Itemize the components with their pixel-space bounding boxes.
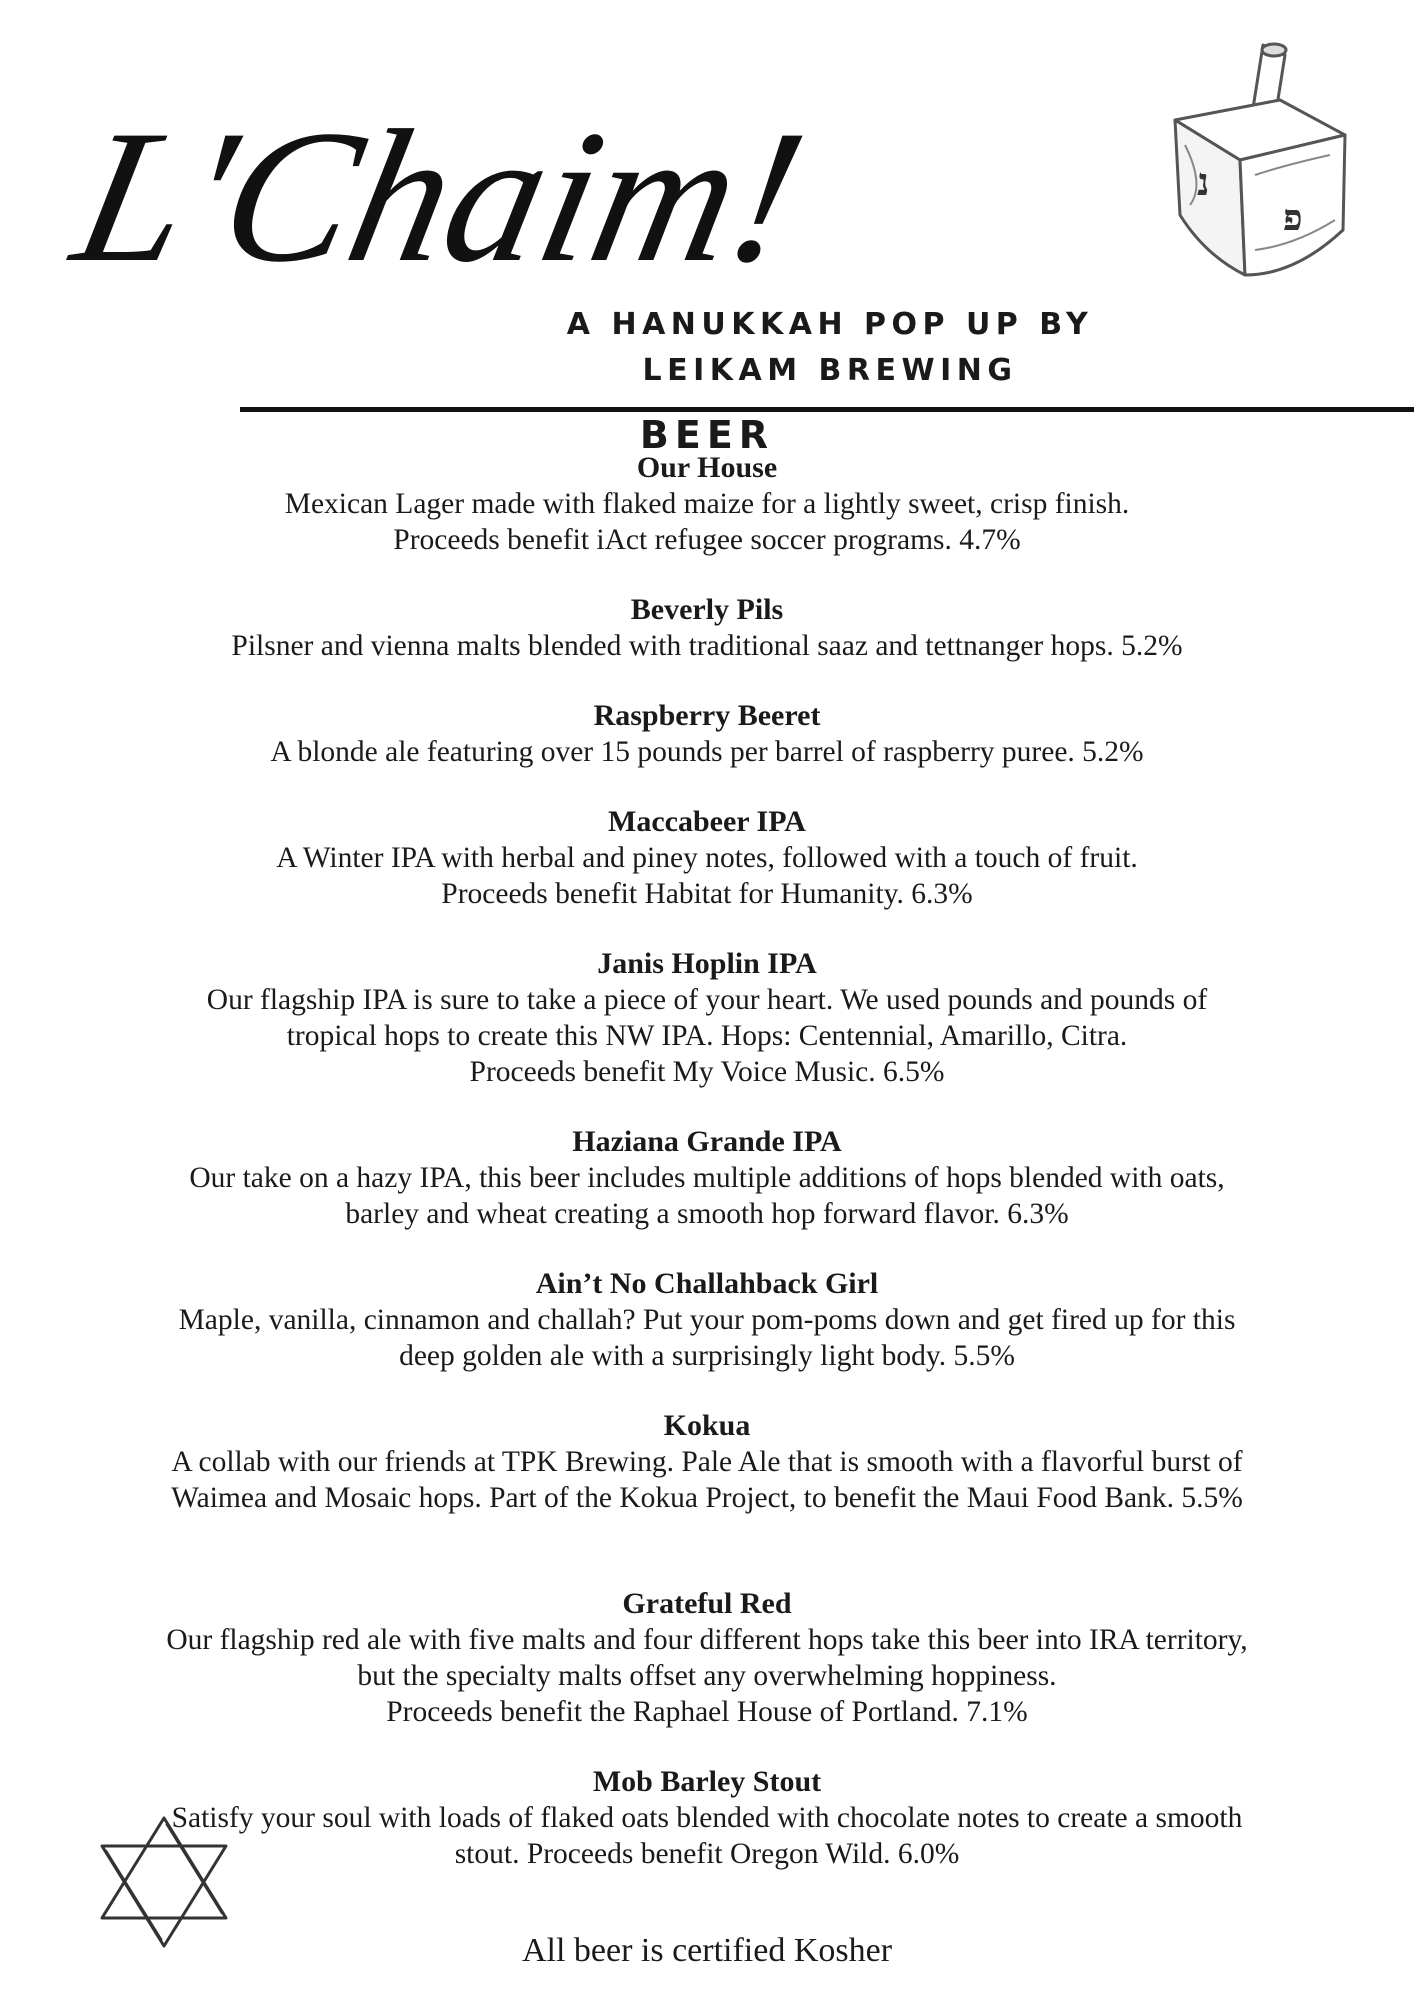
- subtitle-line-2: LEIKAM BREWING: [642, 353, 1018, 388]
- beer-description: [40, 628, 1374, 664]
- beer-name: Grateful Red: [622, 1587, 792, 1620]
- description-line: barley and wheat creating a smooth hop forward flavor. 6.3%: [345, 1198, 1069, 1230]
- dreidel-icon: [1145, 25, 1370, 300]
- description-line: A collab with our friends at TPK Brewing. Pale Ale that is smooth with a flavorful burst of: [171, 1446, 1243, 1478]
- beer-description: [40, 982, 1374, 1090]
- beer-item: [40, 1586, 1374, 1730]
- beer-description: [40, 1160, 1374, 1232]
- beer-item: [40, 1124, 1374, 1232]
- description-line: A blonde ale featuring over 15 pounds per barrel of raspberry puree. 5.2%: [270, 736, 1144, 768]
- beer-description: [40, 840, 1374, 912]
- beer-list: [40, 450, 1374, 1872]
- title-script: [59, 40, 821, 310]
- beer-item: [40, 1408, 1374, 1516]
- description-line: Our flagship red ale with five malts and four different hops take this beer into IRA territory,: [166, 1624, 1248, 1656]
- description-line: Pilsner and vienna malts blended with traditional saaz and tettnanger hops. 5.2%: [231, 630, 1183, 662]
- description-line: tropical hops to create this NW IPA. Hops: Centennial, Amarillo, Citra.: [286, 1020, 1128, 1052]
- beer-description: [40, 734, 1374, 770]
- description-line: Our flagship IPA is sure to take a piece of your heart. We used pounds and pounds of: [206, 984, 1208, 1016]
- description-line: Proceeds benefit Habitat for Humanity. 6.3%: [441, 878, 973, 910]
- page-title: [59, 40, 821, 310]
- beer-item: [40, 804, 1374, 912]
- beer-name: Our House: [636, 451, 778, 484]
- beer-description: [40, 1800, 1374, 1872]
- kosher-note: All beer is certified Kosher: [521, 1932, 893, 1969]
- subtitle: [540, 302, 1120, 394]
- beer-description: [40, 1622, 1374, 1730]
- description-line: Proceeds benefit iAct refugee soccer programs. 4.7%: [393, 524, 1021, 556]
- description-line: but the specialty malts offset any overwhelming hoppiness.: [357, 1660, 1057, 1692]
- description-line: Maple, vanilla, cinnamon and challah? Put your pom-poms down and get fired up for this: [178, 1304, 1236, 1336]
- title-text: L'Chaim!: [59, 90, 821, 302]
- beer-description: [40, 1444, 1374, 1516]
- beer-name: Beverly Pils: [630, 593, 784, 626]
- beer-item: [40, 450, 1374, 558]
- beer-description: [40, 486, 1374, 558]
- description-line: Waimea and Mosaic hops. Part of the Kokua Project, to benefit the Maui Food Bank. 5.5%: [171, 1482, 1243, 1514]
- description-line: Proceeds benefit My Voice Music. 6.5%: [469, 1056, 945, 1088]
- beer-name: Kokua: [663, 1409, 751, 1442]
- beer-name: Maccabeer IPA: [608, 805, 806, 838]
- description-line: A Winter IPA with herbal and piney notes, followed with a touch of fruit.: [276, 842, 1138, 874]
- description-line: Proceeds benefit the Raphael House of Portland. 7.1%: [386, 1696, 1028, 1728]
- description-line: stout. Proceeds benefit Oregon Wild. 6.0%: [454, 1838, 960, 1870]
- description-line: Our take on a hazy IPA, this beer includes multiple additions of hops blended with oats,: [189, 1162, 1225, 1194]
- description-line: Satisfy your soul with loads of flaked oats blended with chocolate notes to create a smooth: [171, 1802, 1243, 1834]
- beer-item: [40, 946, 1374, 1090]
- beer-name: Ain’t No Challahback Girl: [535, 1267, 879, 1300]
- svg-text:פ: פ: [1283, 197, 1303, 239]
- beer-name: Janis Hoplin IPA: [597, 947, 817, 980]
- subtitle-line-1: A HANUKKAH POP UP BY: [566, 307, 1094, 342]
- description-line: deep golden ale with a surprisingly light body. 5.5%: [399, 1340, 1015, 1372]
- beer-description: [40, 1302, 1374, 1374]
- beer-item: [40, 698, 1374, 770]
- svg-text:נ: נ: [1197, 159, 1210, 204]
- beer-name: Mob Barley Stout: [592, 1765, 822, 1798]
- beer-item: [40, 592, 1374, 664]
- beer-item: [40, 1266, 1374, 1374]
- beer-name: Haziana Grande IPA: [572, 1125, 842, 1158]
- description-line: Mexican Lager made with flaked maize for a lightly sweet, crisp finish.: [284, 488, 1130, 520]
- beer-name: Raspberry Beeret: [593, 699, 821, 732]
- section-heading: BEER: [639, 413, 775, 457]
- beer-item: [40, 1764, 1374, 1872]
